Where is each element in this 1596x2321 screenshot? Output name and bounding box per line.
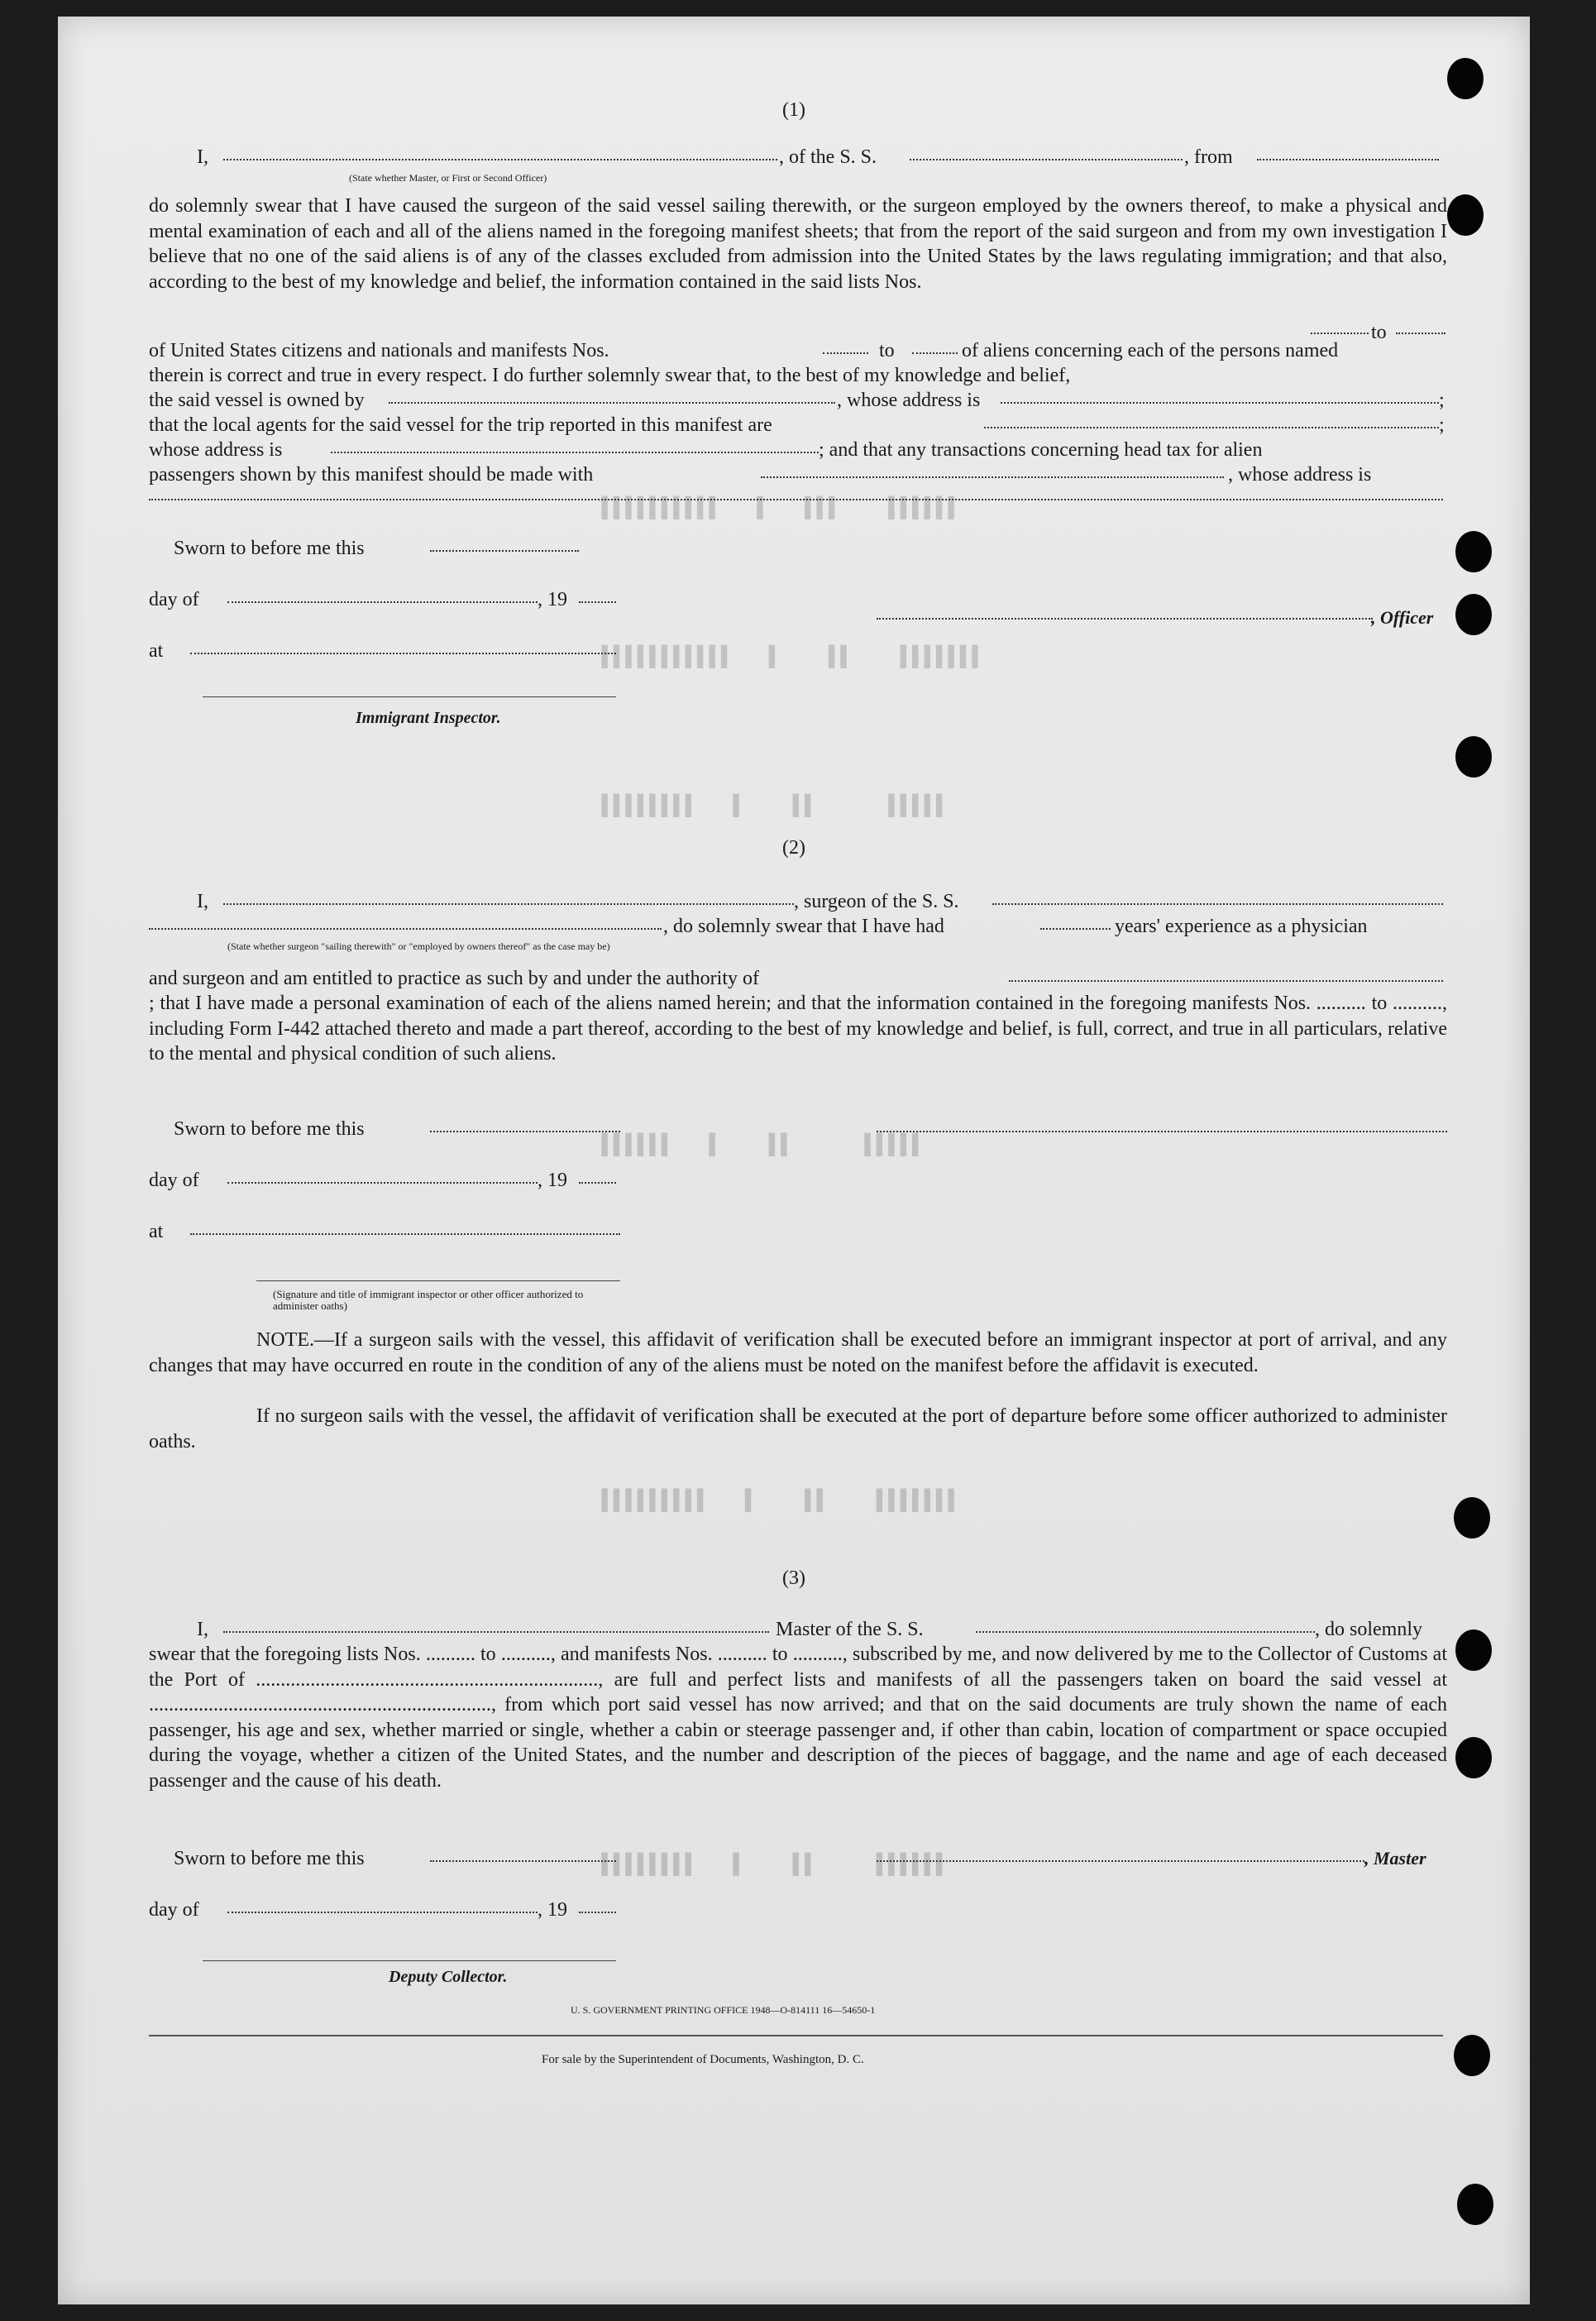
s1-local-agents: that the local agents for the said vessel for the trip reported in this manifest are — [149, 414, 772, 436]
s1-officer-name-line — [223, 159, 777, 160]
s2-capacity-line — [149, 928, 662, 930]
s2-officer-signature-line — [256, 1280, 620, 1281]
s3-master-label: , Master — [1364, 1848, 1426, 1869]
s2-i-label: I, — [197, 891, 208, 912]
s1-owner-address-line — [1001, 402, 1439, 404]
s1-inspector-signature-line — [203, 696, 616, 697]
s1-officer-signature-line — [877, 618, 1373, 620]
s3-oath-paragraph — [149, 1642, 1447, 1793]
s2-authority-line — [1009, 980, 1443, 982]
s2-year: , 19 — [538, 1170, 567, 1191]
bleed-through-texture: ▌▌▌▌▌▌ ▌▌▌ ▌ ▌▌▌▌▌▌▌▌▌▌ — [595, 496, 954, 519]
s1-sworn-line — [430, 550, 579, 552]
bleed-through-texture: ▌▌▌▌▌ ▌▌ ▌ ▌▌▌▌▌▌ — [595, 1133, 919, 1156]
s2-years-exp: years' experience as a physician — [1115, 916, 1368, 937]
binder-hole — [1455, 1629, 1492, 1671]
s2-oath-text: ; that I have made a personal examination of each of the aliens named herein; and that the information contained in the foregoing manifests Nos. .......... to .........., including Form I-442 attached thereto and made a part thereof, according to the best of my knowledge and belief, is full, correct, and true in all particulars, relative to the mental and physical condition of such aliens. — [149, 993, 1447, 1065]
s3-i-label: I, — [197, 1619, 208, 1640]
s2-day-of: day of — [149, 1170, 199, 1191]
s3-sworn-line — [430, 1860, 616, 1862]
s3-do-solemnly: , do solemnly — [1315, 1619, 1422, 1640]
binder-hole — [1454, 1497, 1490, 1539]
binder-hole — [1457, 2184, 1493, 2225]
s3-day-of: day of — [149, 1899, 199, 1921]
footer-rule — [149, 2035, 1443, 2036]
s1-agents-line — [984, 427, 1439, 428]
s1-manifests-to-line — [912, 352, 958, 354]
s1-year: , 19 — [538, 589, 567, 610]
s1-of-the-ss: , of the S. S. — [779, 146, 877, 168]
s2-note-2 — [149, 1404, 1447, 1454]
s1-lists-from-line — [1311, 333, 1369, 334]
s1-semicolon: ; — [1439, 414, 1445, 436]
binder-hole — [1454, 2035, 1490, 2076]
binder-hole — [1447, 58, 1484, 99]
bleed-through-texture: ▌▌▌▌▌▌▌ ▌▌ ▌ ▌▌▌▌▌▌▌▌▌ — [595, 1489, 954, 1512]
s3-day-line — [227, 1912, 538, 1913]
s1-from-port-line — [1257, 159, 1439, 160]
s1-owned-by: the said vessel is owned by — [149, 390, 365, 411]
bleed-through-texture: ▌▌▌▌▌▌▌ ▌▌ ▌ ▌▌▌▌▌▌▌▌▌▌▌ — [595, 645, 978, 668]
s2-at: at — [149, 1221, 164, 1242]
s2-vessel-line — [992, 903, 1443, 905]
s1-at: at — [149, 640, 164, 662]
s2-at-line — [190, 1233, 620, 1235]
s2-year-line — [579, 1182, 616, 1184]
section-2-number: (2) — [782, 837, 805, 859]
bleed-through-texture: ▌▌▌▌▌ ▌▌ ▌ ▌▌▌▌▌▌▌▌ — [595, 794, 943, 817]
s2-sworn-line — [430, 1131, 620, 1132]
s1-from-label: , from — [1184, 146, 1233, 168]
s1-year-line — [579, 601, 616, 603]
s1-vessel-name-line — [910, 159, 1183, 160]
s1-whose-address-2: whose address is — [149, 439, 283, 461]
s3-signer-title: Deputy Collector. — [389, 1968, 508, 1986]
s1-oath-paragraph — [149, 194, 1447, 294]
s1-passengers-shown: passengers shown by this manifest should be made with — [149, 464, 594, 486]
s1-aliens-concerning: of aliens concerning each of the persons named — [962, 340, 1339, 361]
s1-sworn: Sworn to before me this — [174, 538, 365, 559]
s1-manifests-from-line — [823, 352, 868, 354]
s3-sworn: Sworn to before me this — [174, 1848, 365, 1869]
s1-day-line — [227, 601, 538, 603]
section-1-number: (1) — [782, 99, 805, 121]
s2-signer-note — [273, 1289, 620, 1312]
s2-surgeon-name-line — [223, 903, 794, 905]
s1-officer-label: , Officer — [1371, 607, 1434, 628]
section-3-number: (3) — [782, 1567, 805, 1589]
binder-hole — [1455, 594, 1492, 635]
s1-signer-title: Immigrant Inspector. — [356, 709, 501, 727]
s1-to-1: to — [1371, 322, 1387, 343]
s1-state-note: (State whether Master, or First or Second Officer) — [349, 172, 547, 184]
s2-note-2-text: If no surgeon sails with the vessel, the affidavit of verification shall be executed at the port of departure before some officer authorized to administer oaths. — [149, 1405, 1447, 1452]
s1-oath-text: do solemnly swear that I have caused the surgeon of the said vessel sailing therewith, or the surgeon employed by the owners thereof, to make a physical and mental examination of each and all of the aliens named in the foregoing manifest sheets; that from the report of the said surgeon and from my own investigation I believe that no one of the said aliens is of any of the classes excluded from admission into the United States by the laws regulating immigration; and that also, according to the best of my knowledge and belief, the information contained in the said lists Nos. — [149, 195, 1447, 293]
s1-head-tax-agent-line — [761, 476, 1224, 478]
s1-usc-line: of United States citizens and nationals and manifests Nos. — [149, 340, 609, 361]
s2-note-1 — [149, 1328, 1447, 1378]
gpo-imprint: U. S. GOVERNMENT PRINTING OFFICE 1948—O-814111 16—54650-1 — [571, 2004, 876, 2016]
bleed-through-texture: ▌▌▌▌▌▌ ▌▌ ▌ ▌▌▌▌▌▌▌▌ — [595, 1853, 943, 1876]
s3-collector-signature-line — [203, 1960, 616, 1961]
s1-at-line — [190, 653, 616, 654]
s2-note-1-text: NOTE.—If a surgeon sails with the vessel, this affidavit of verification shall be executed before an immigrant inspector at port of arrival, and any changes that may have occurred en route in the condition of any of the aliens must be noted on the manifest before the affidavit is executed. — [149, 1329, 1447, 1376]
for-sale-notice: For sale by the Superintendent of Documents, Washington, D. C. — [542, 2053, 864, 2066]
s2-surgeon-of: , surgeon of the S. S. — [794, 891, 959, 912]
s1-whose-address-1: , whose address is — [837, 390, 981, 411]
s1-lists-to-line — [1396, 333, 1445, 334]
s1-agents-address-line — [331, 452, 819, 453]
s2-signer-note-text: (Signature and title of immigrant inspector or other officer authorized to administer oaths) — [273, 1288, 584, 1312]
binder-hole — [1455, 1737, 1492, 1778]
s2-oath-paragraph — [149, 991, 1447, 1067]
s2-state-note: (State whether surgeon "sailing therewith" or "employed by owners thereof" as the case may be) — [227, 940, 610, 952]
s1-head-tax-address-line — [149, 499, 1443, 500]
s1-day-of: day of — [149, 589, 199, 610]
s1-owner-line — [389, 402, 835, 404]
s3-oath-text: swear that the foregoing lists Nos. .......... to .........., and manifests Nos. .......... to .........., subscribed by me, and now delivered by me to the Collector of Customs at the Port of ....................................................................., are full and perfect lists and manifests of all the passengers taken on board the said vessel at ....................................................................., from which port said vessel has now arrived; and that on the said documents are truly shown the name of each passenger, his age and sex, whether married or single, whether a cabin or steerage passenger and, if other than cabin, location of compartment or space occupied during the voyage, whether a citizen of the United States, and the number and description of the pieces of baggage, and the name and age of each deceased passenger and the cause of his death. — [149, 1644, 1447, 1792]
form-page — [58, 17, 1530, 2304]
s1-i-label: I, — [197, 146, 208, 168]
s1-whose-address-3: , whose address is — [1228, 464, 1372, 486]
s3-year: , 19 — [538, 1899, 567, 1921]
s2-sworn: Sworn to before me this — [174, 1118, 365, 1140]
s2-surgeon-signature-line — [877, 1131, 1447, 1132]
s1-to-2: to — [879, 340, 895, 361]
binder-hole — [1447, 194, 1484, 236]
s1-semicolon: ; — [1439, 390, 1445, 411]
s3-master-signature-line — [877, 1860, 1364, 1862]
s3-master-name-line — [223, 1631, 769, 1633]
s3-year-line — [579, 1912, 616, 1913]
s2-day-line — [227, 1182, 538, 1184]
s3-vessel-line — [976, 1631, 1315, 1633]
s2-years-line — [1040, 928, 1111, 930]
s1-head-tax: ; and that any transactions concerning head tax for alien — [819, 439, 1263, 461]
binder-hole — [1455, 531, 1492, 572]
s1-correct-line: therein is correct and true in every respect. I do further solemnly swear that, to the best of my knowledge and belief, — [149, 365, 1071, 386]
s3-master-of: Master of the S. S. — [776, 1619, 924, 1640]
s2-authority: and surgeon and am entitled to practice as such by and under the authority of — [149, 968, 759, 989]
binder-hole — [1455, 736, 1492, 778]
s2-swear-had: , do solemnly swear that I have had — [663, 916, 944, 937]
